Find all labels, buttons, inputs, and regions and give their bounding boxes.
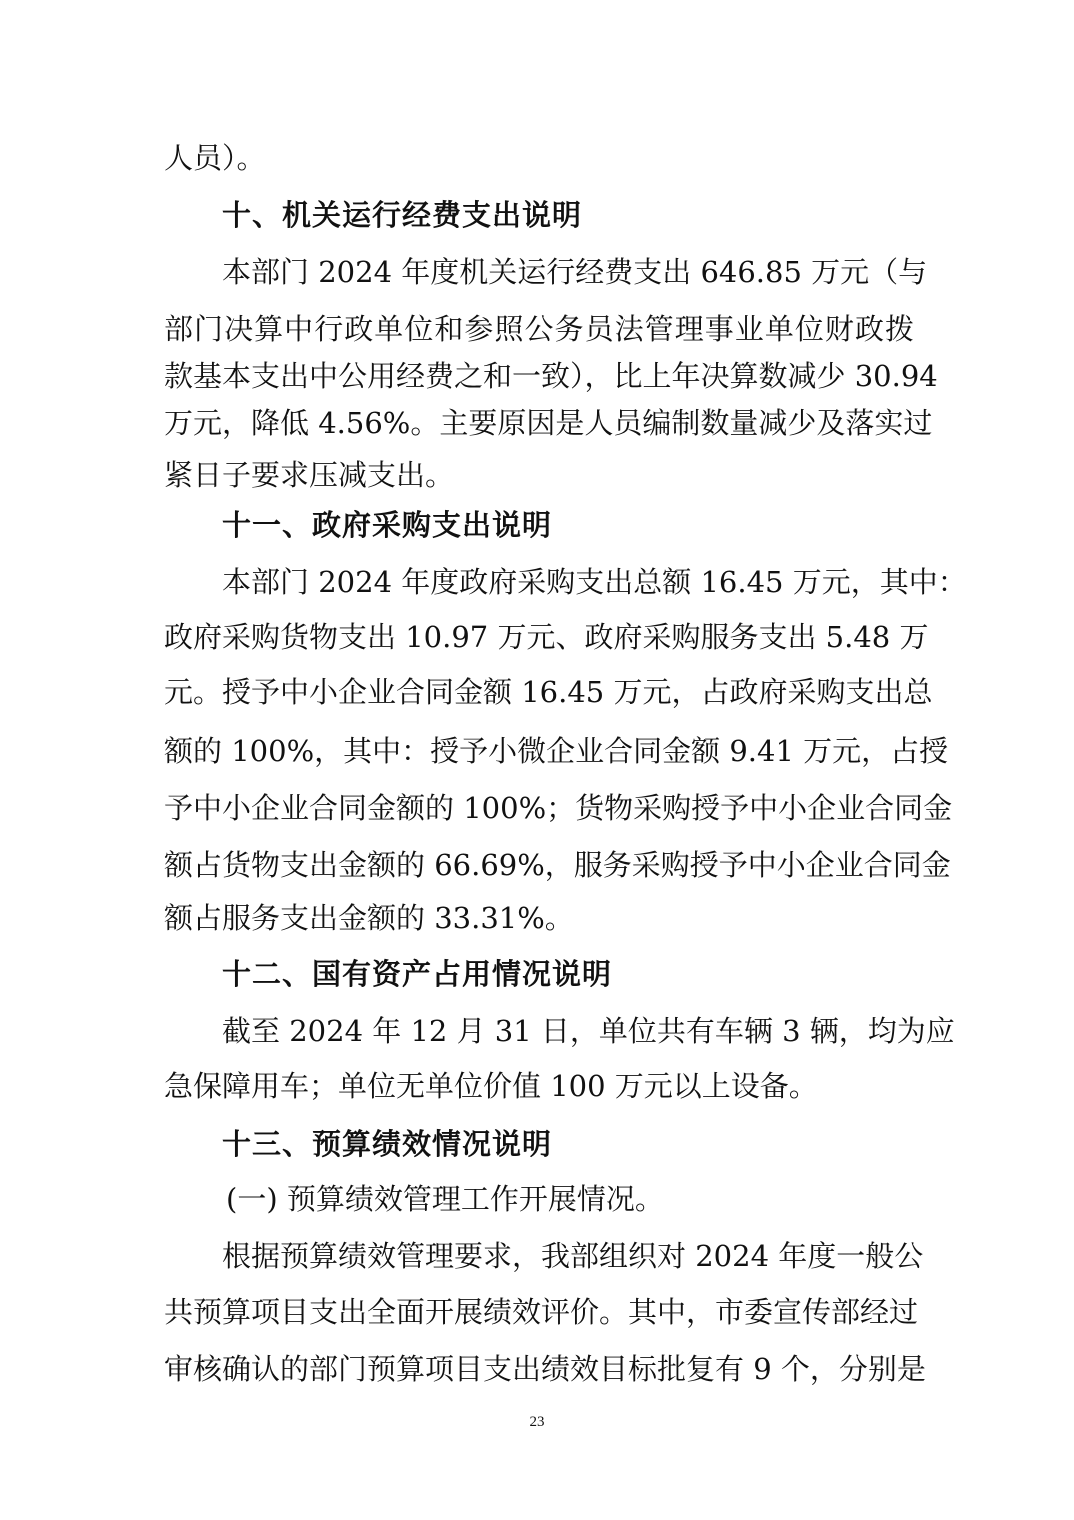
section-heading-11: 十一、政府采购支出说明 [222, 508, 553, 542]
page-number: 23 [529, 1414, 545, 1430]
paragraph-line: 本部门 2024 年度政府采购支出总额 16.45 万元，其中： [222, 565, 967, 599]
section-heading-10: 十、机关运行经费支出说明 [222, 198, 583, 232]
paragraph-line: 急保障用车；单位无单位价值 100 万元以上设备。 [164, 1069, 818, 1103]
paragraph-line: 政府采购货物支出 10.97 万元、政府采购服务支出 5.48 万 [164, 620, 929, 654]
section-heading-12: 十二、国有资产占用情况说明 [222, 957, 613, 991]
paragraph-line: 额占货物支出金额的 66.69%，服务采购授予中小企业合同金 [164, 848, 951, 882]
paragraph-line: 截至 2024 年 12 月 31 日，单位共有车辆 3 辆，均为应 [222, 1014, 955, 1048]
paragraph-line: 万元，降低 4.56%。主要原因是人员编制数量减少及落实过 [164, 406, 933, 440]
paragraph-line: 本部门 2024 年度机关运行经费支出 646.85 万元（与 [222, 255, 928, 289]
paragraph-line: 款基本支出中公用经费之和一致），比上年决算数减少 30.94 [164, 359, 938, 393]
subsection-heading: (一) 预算绩效管理工作开展情况。 [226, 1182, 664, 1216]
paragraph-line: 部门决算中行政单位和参照公务员法管理事业单位财政拨 [164, 312, 914, 346]
paragraph-line: 额占服务支出金额的 33.31%。 [164, 901, 574, 935]
paragraph-line: 根据预算绩效管理要求，我部组织对 2024 年度一般公 [222, 1239, 924, 1273]
paragraph-line: 予中小企业合同金额的 100%；货物采购授予中小企业合同金 [164, 791, 953, 825]
paragraph-line: 审核确认的部门预算项目支出绩效目标批复有 9 个，分别是 [164, 1352, 926, 1386]
paragraph-line: 紧日子要求压减支出。 [164, 458, 455, 492]
section-heading-13: 十三、预算绩效情况说明 [222, 1127, 553, 1161]
paragraph-line: 人员）。 [164, 141, 266, 175]
paragraph-line: 额的 100%，其中：授予小微企业合同金额 9.41 万元，占授 [164, 734, 949, 768]
paragraph-line: 共预算项目支出全面开展绩效评价。其中，市委宣传部经过 [164, 1295, 919, 1329]
paragraph-line: 元。授予中小企业合同金额 16.45 万元，占政府采购支出总 [164, 675, 933, 709]
